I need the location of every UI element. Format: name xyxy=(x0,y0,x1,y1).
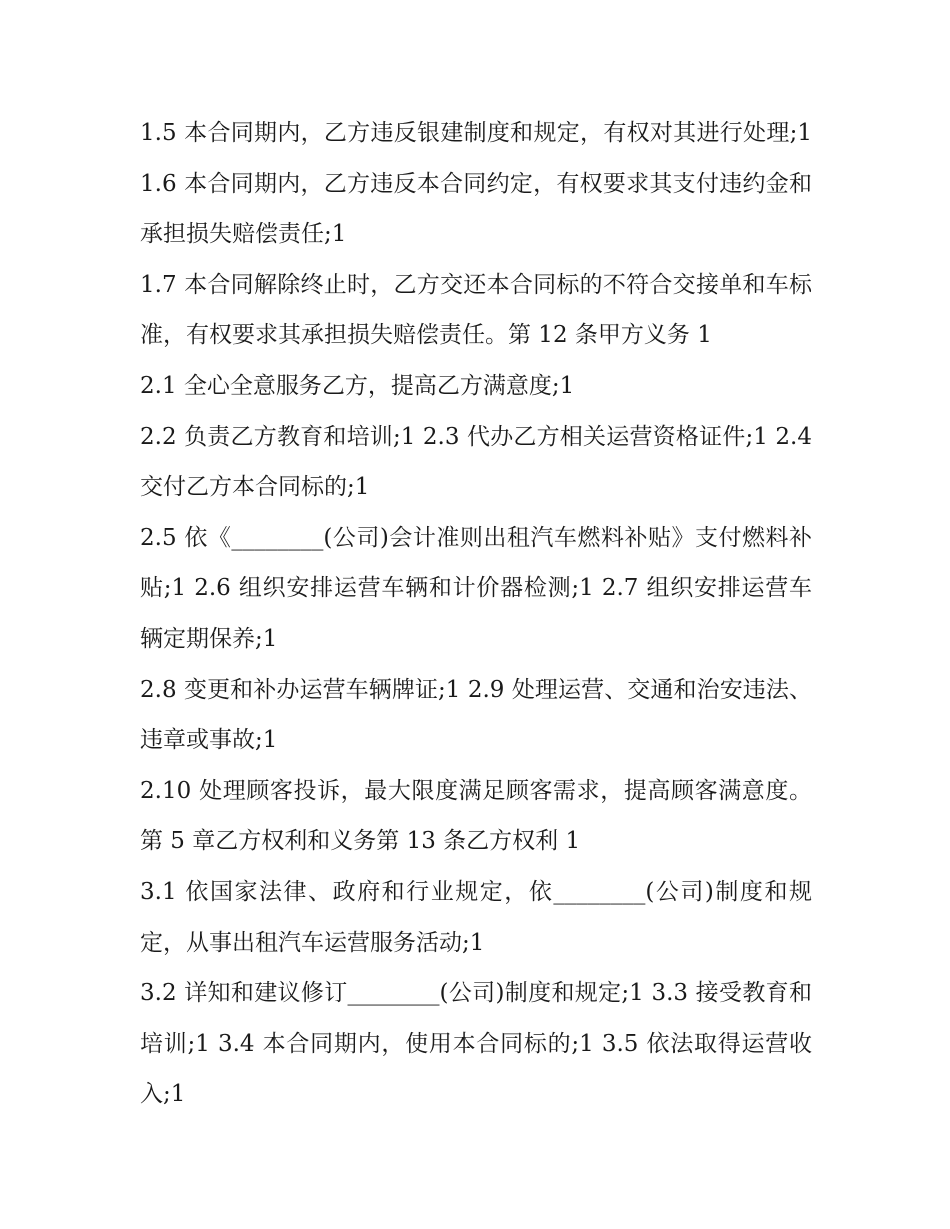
paragraph-1-7: 1.7 本合同解除终止时，乙方交还本合同标的不符合交接单和车标准，有权要求其承担损失赔偿责任。第 12 条甲方义务 1 xyxy=(140,271,812,349)
paragraph-3-1: 3.1 依国家法律、政府和行业规定，依________(公司)制度和规定，从事出租汽车运营服务活动;1 xyxy=(140,878,812,956)
paragraph-2-8: 2.8 变更和补办运营车辆牌证;1 2.9 处理运营、交通和治安违法、违章或事故;1 xyxy=(140,676,812,754)
paragraph-1-5: 1.5 本合同期内，乙方违反银建制度和规定，有权对其进行处理;1 1.6 本合同期内，乙方违反本合同约定，有权要求其支付违约金和承担损失赔偿责任;1 xyxy=(140,120,812,248)
paragraph-2-1: 2.1 全心全意服务乙方，提高乙方满意度;1 xyxy=(140,372,575,399)
paragraph-2-10: 2.10 处理顾客投诉，最大限度满足顾客需求，提高顾客满意度。第 5 章乙方权利和义务第 13 条乙方权利 1 xyxy=(140,777,812,855)
document-body xyxy=(140,108,812,1120)
paragraph-2-5: 2.5 依《________(公司)会计准则出租汽车燃料补贴》支付燃料补贴;1 2.6 组织安排运营车辆和计价器检测;1 2.7 组织安排运营车辆定期保养;1 xyxy=(140,524,812,652)
paragraph-2-2: 2.2 负责乙方教育和培训;1 2.3 代办乙方相关运营资格证件;1 2.4 交付乙方本合同标的;1 xyxy=(140,423,812,501)
paragraph-3-2: 3.2 详知和建议修订________(公司)制度和规定;1 3.3 接受教育和培训;1 3.4 本合同期内，使用本合同标的;1 3.5 依法取得运营收入;1 xyxy=(140,980,812,1108)
